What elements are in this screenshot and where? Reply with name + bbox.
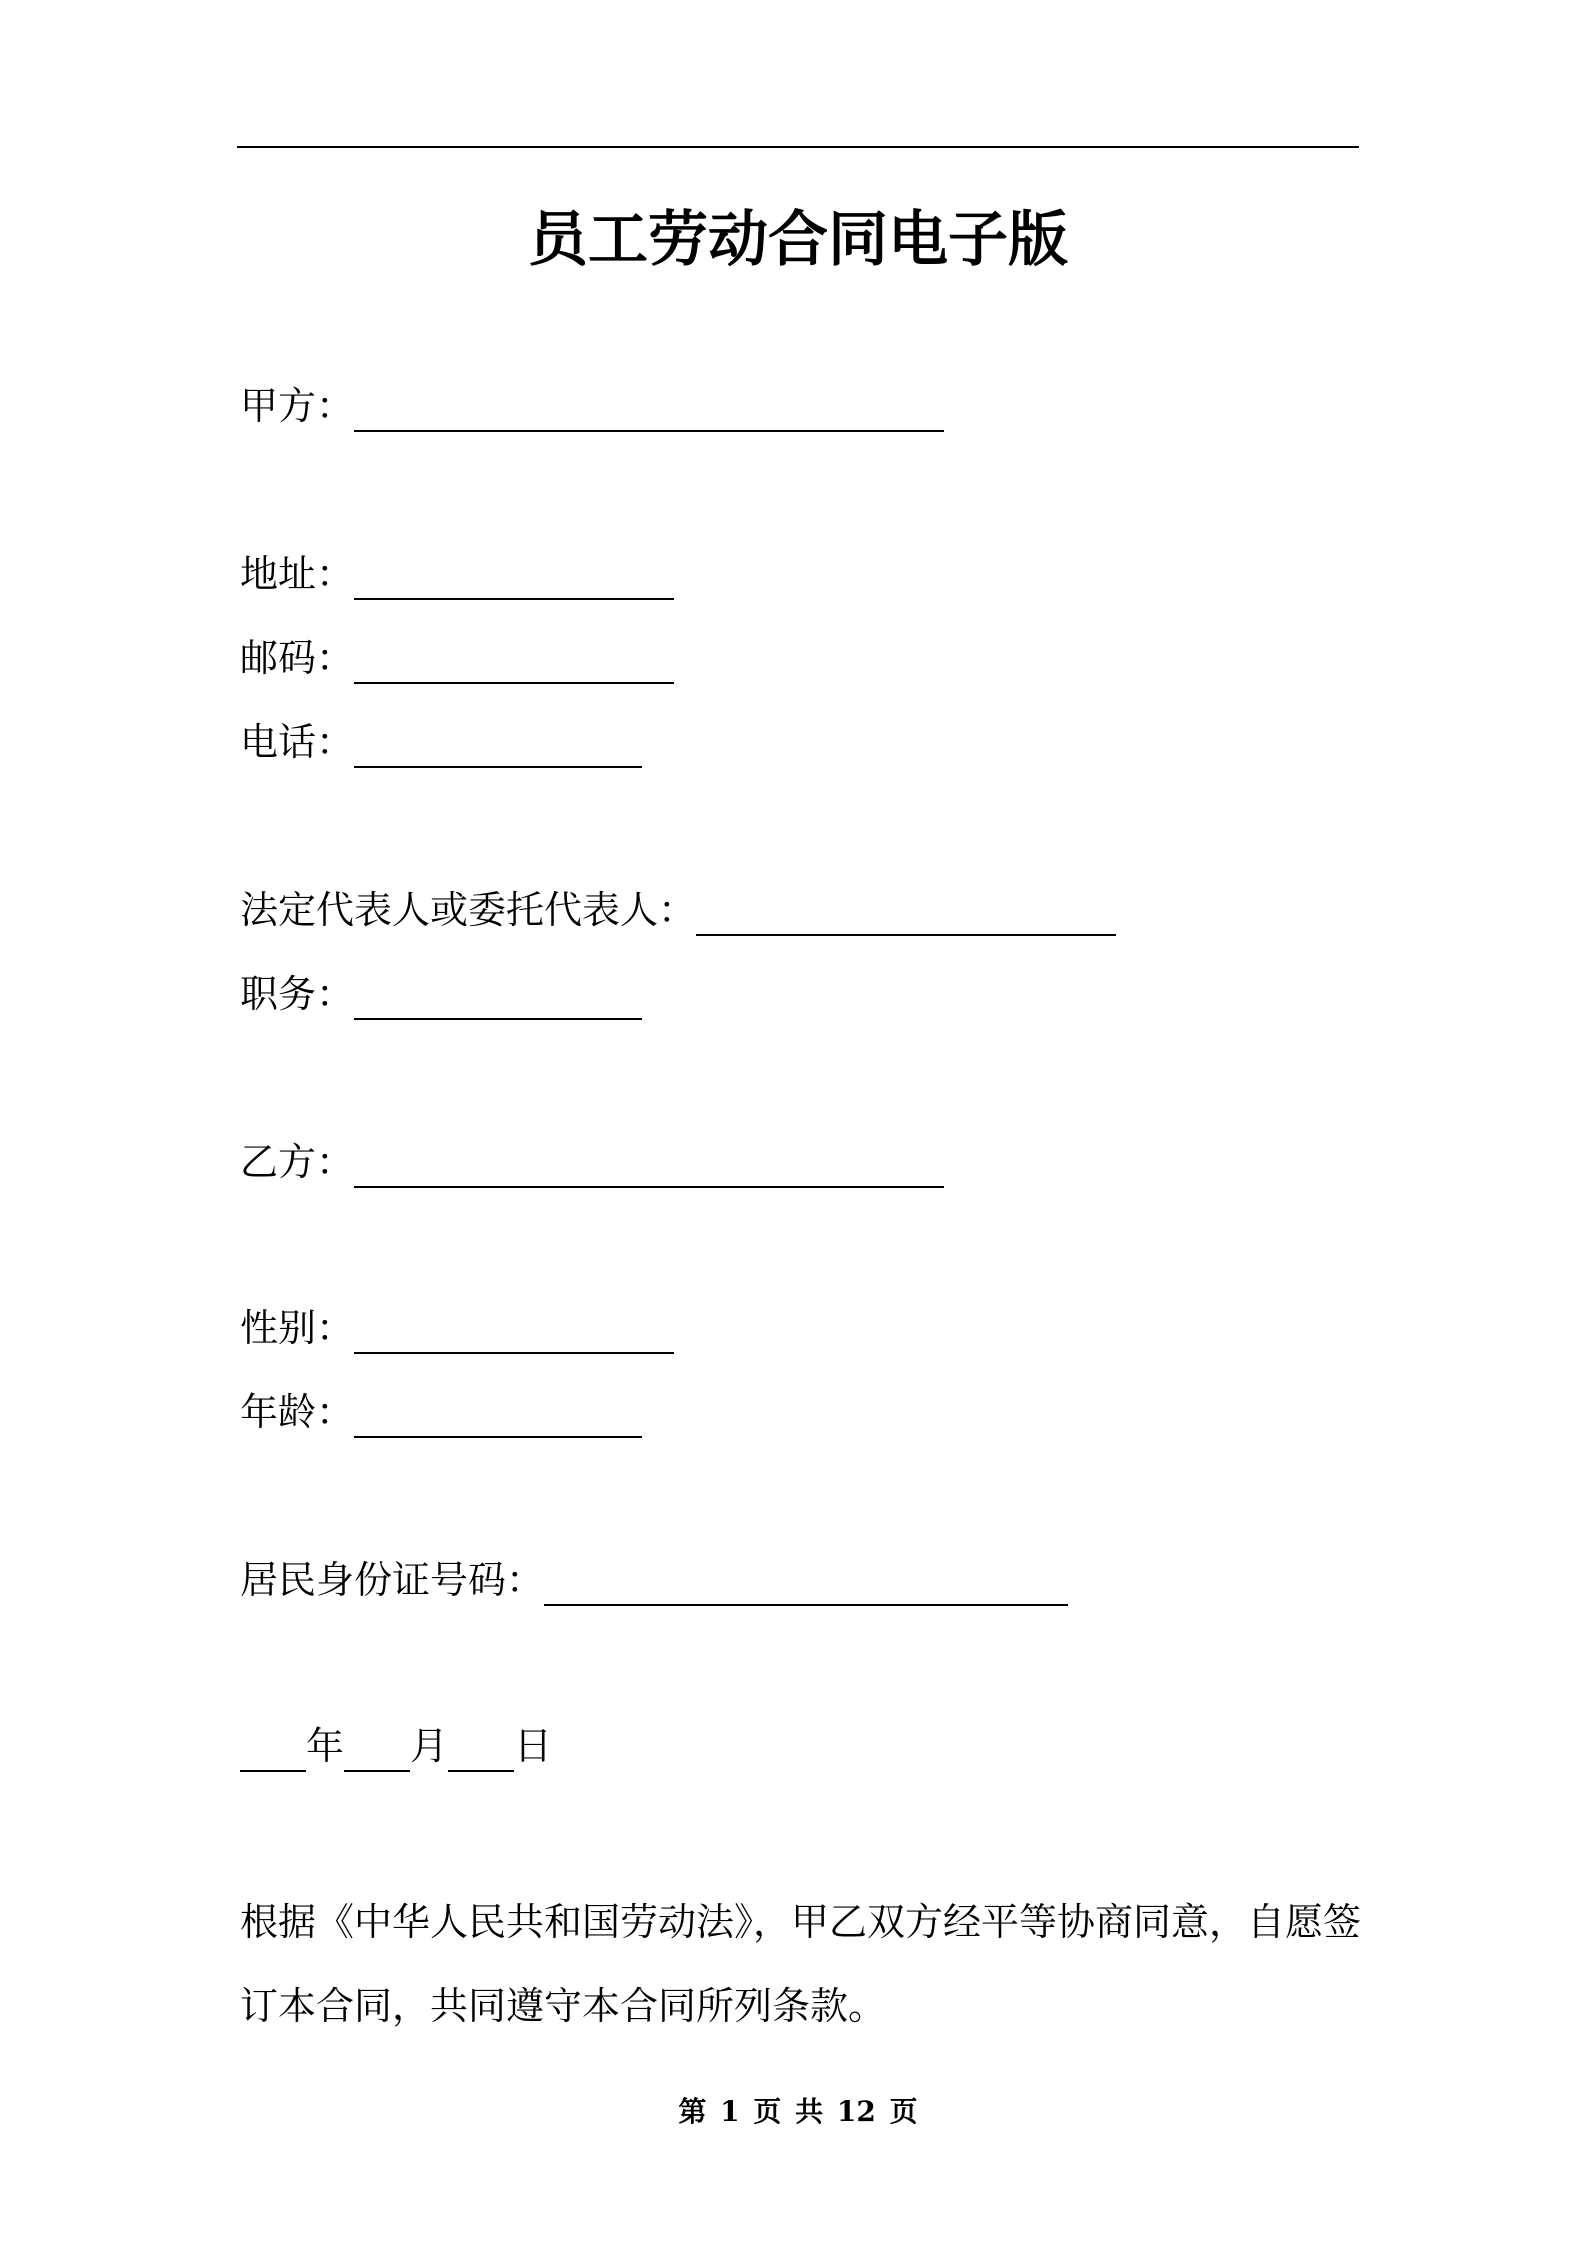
contract-intro-paragraph: 根据《中华人民共和国劳动法》，甲乙双方经平等协商同意，自愿签订本合同，共同遵守本合同所列条款。: [240, 1900, 1362, 2028]
position-field: [240, 968, 642, 1020]
gender-field: [240, 1302, 674, 1354]
legal-rep-label: 法定代表人或委托代表人：: [240, 888, 697, 932]
phone-blank[interactable]: [354, 716, 642, 768]
phone-field: [240, 716, 642, 768]
page-footer: 第 1 页 共 12 页: [678, 2095, 918, 2128]
year-label: 年: [306, 1724, 345, 1768]
legal-rep-blank[interactable]: [696, 884, 1116, 936]
party-a-blank[interactable]: [354, 380, 944, 432]
postcode-blank[interactable]: [354, 632, 674, 684]
header-rule: [237, 146, 1359, 148]
address-blank[interactable]: [354, 548, 674, 600]
party-a-field: [240, 380, 944, 432]
id-number-field: [240, 1554, 1068, 1606]
legal-rep-field: [240, 884, 1116, 936]
age-label: 年龄：: [240, 1390, 355, 1434]
id-number-blank[interactable]: [544, 1554, 1068, 1606]
age-blank[interactable]: [354, 1386, 642, 1438]
party-a-label: 甲方：: [240, 384, 355, 428]
month-blank[interactable]: [344, 1720, 410, 1772]
document-title: 员工劳动合同电子版: [528, 205, 1068, 275]
day-label: 日: [514, 1724, 553, 1768]
address-field: [240, 548, 674, 600]
position-label: 职务：: [240, 972, 355, 1016]
party-b-field: [240, 1136, 944, 1188]
id-number-label: 居民身份证号码：: [240, 1558, 545, 1602]
postcode-field: [240, 632, 674, 684]
phone-label: 电话：: [240, 720, 355, 764]
party-b-blank[interactable]: [354, 1136, 944, 1188]
position-blank[interactable]: [354, 968, 642, 1020]
postcode-label: 邮码：: [240, 636, 355, 680]
age-field: [240, 1386, 642, 1438]
date-line: [240, 1720, 552, 1772]
day-blank[interactable]: [448, 1720, 514, 1772]
party-b-label: 乙方：: [240, 1140, 355, 1184]
gender-blank[interactable]: [354, 1302, 674, 1354]
address-label: 地址：: [240, 552, 355, 596]
month-label: 月: [410, 1724, 449, 1768]
year-blank[interactable]: [240, 1720, 306, 1772]
gender-label: 性别：: [240, 1306, 355, 1350]
